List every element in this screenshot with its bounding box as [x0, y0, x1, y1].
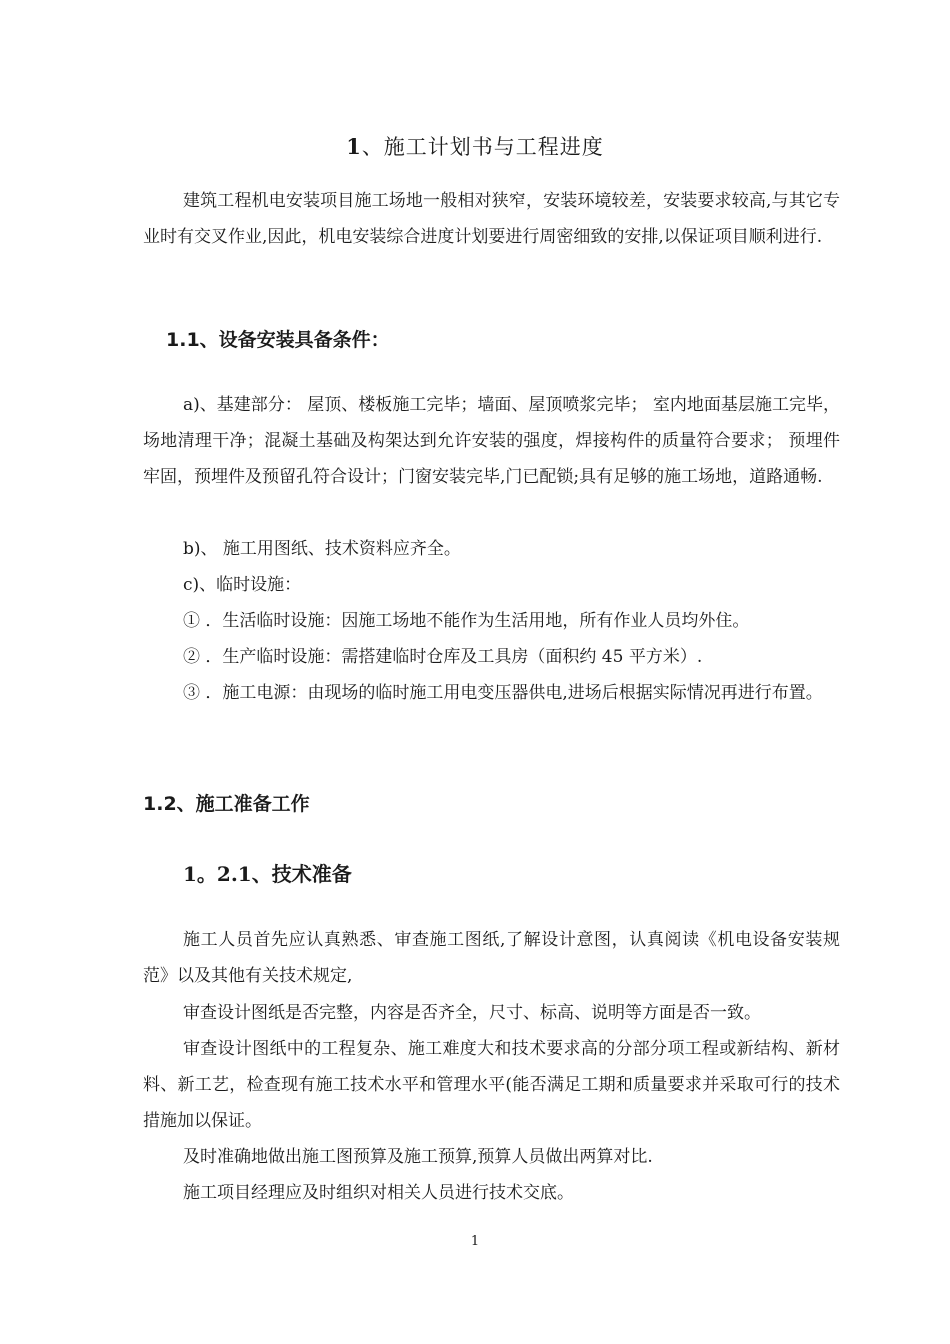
item-c1-paragraph: ① ．生活临时设施：因施工场地不能作为生活用地，所有作业人员均外住。 [183, 611, 750, 631]
section-1-2-heading: 1.2、施工准备工作 [143, 793, 310, 815]
tech-prep-paragraph-1: 施工人员首先应认真熟悉、审查施工图纸,了解设计意图，认真阅读《机电设备安装规范》以及其他有关技术规定, [143, 930, 840, 986]
subsection-number: 1。2.1 [183, 862, 252, 886]
intro-paragraph: 建筑工程机电安装项目施工场地一般相对狭窄，安装环境较差，安装要求较高,与其它专业时有交叉作业,因此，机电安装综合进度计划要进行周密细致的安排,以保证项目顺利进行. [143, 191, 840, 247]
tech-prep-paragraph-5: 施工项目经理应及时组织对相关人员进行技术交底。 [183, 1183, 574, 1203]
title-number: 1 [346, 134, 362, 159]
tech-prep-paragraph-2: 审查设计图纸是否完整，内容是否齐全，尺寸、标高、说明等方面是否一致。 [183, 1003, 761, 1023]
item-b-paragraph: b)、 施工用图纸、技术资料应齐全。 [183, 539, 461, 559]
tech-prep-paragraph-4: 及时准确地做出施工图预算及施工预算,预算人员做出两算对比. [183, 1147, 653, 1167]
section-1-1-heading: 1.1、设备安装具备条件： [166, 329, 390, 351]
title-text: 、施工计划书与工程进度 [361, 135, 604, 159]
item-c2-paragraph: ② ．生产临时设施：需搭建临时仓库及工具房（面积约 45 平方米）. [183, 647, 703, 667]
subsection-1-2-1-heading [183, 858, 352, 887]
item-c3-paragraph: ③ ．施工电源：由现场的临时施工用电变压器供电,进场后根据实际情况再进行布置。 [183, 683, 823, 703]
page-number: 1 [470, 1234, 480, 1249]
subsection-text: 、技术准备 [251, 862, 352, 886]
item-a-paragraph: a)、基建部分： 屋顶、楼板施工完毕；墙面、屋顶喷浆完毕； 室内地面基层施工完毕，场地清理干净；混凝土基础及构架达到允许安装的强度，焊接构件的质量符合要求； 预埋件牢固，预埋件及预留孔符合设计；门窗安装完毕,门已配锁;具有足够的施工场地，道路通畅. [143, 395, 840, 487]
item-c-paragraph: c)、临时设施： [183, 575, 302, 595]
page-title [0, 131, 950, 161]
tech-prep-paragraph-3: 审查设计图纸中的工程复杂、施工难度大和技术要求高的分部分项工程或新结构、新材料、新工艺，检查现有施工技术水平和管理水平(能否满足工期和质量要求并采取可行的技术措施加以保证。 [143, 1039, 840, 1131]
